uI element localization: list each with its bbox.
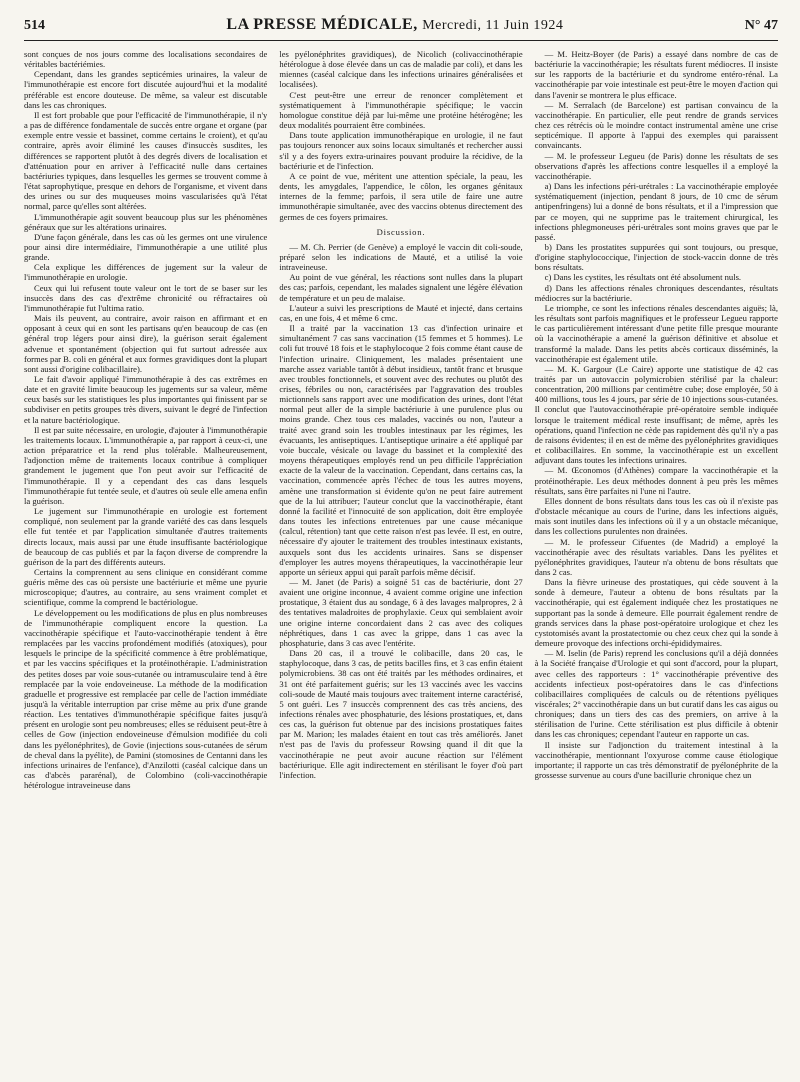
paragraph: Le triomphe, ce sont les infections rénales descendantes aiguës; là, les résultats sont parfois magnifiques et le professeur Legueu rapporte le cas particulièrement intéressant d'une petite fille presque mourante où la vaccinothérapie a amené la guérison définitive et absolue et transformé la malade. Dans les petits abcès corticaux disséminés, la vaccinothérapie est également utile. — [534, 302, 778, 364]
paragraph: Il a traité par la vaccination 13 cas d'infection urinaire et simultanément 7 cas sans vaccination (15 femmes et 5 hommes). Le coli fut trouvé 18 fois et le staphylocoque 2 fois comme étant cause de l'infection urinaire. Cliniquement, les malades présentaient une marche assez variable tantôt à début insidieux, tantôt franc et brusque avec troubles fonctionnels, et souvent avec des rechutes ou plutôt des crises, fébriles ou non, caractérisées par l'aggravation des troubles mictionnels sans rapport avec une modification des urines, dont l'état normal peut aller de la simple bactériurie à une purulence plus ou moins grande. Chez tous ces malades, vaccinés ou non, l'auteur a traité avec grand soin les troubles intestinaux par les régimes, les évacuants, les antiseptiques. L'antiseptique urinaire a été appliqué par voie buccale, vésicale ou lavage du bassinet et la complexité des moyens thérapeutiques employés rend un peu difficile l'appréciation exacte de la valeur de la vaccination. Cependant, dans certains cas, la vaccination, commencée après l'échec de tous les autres moyens, amène une transformation si évidente qu'on ne peut faire autrement que de la lui attribuer; l'auteur conclut que la vaccinothérapie, étant donné la facilité et l'innocuité de son application, doit être employée dans toutes les infections entretenues par une cause mécanique (calcul, rétention) tant que cette raison n'est pas levée. Il est, en outre, nécessaire d'y ajouter le traitement des troubles intestinaux existants, auxquels sont dus les accidents urinaires. Sans se dispenser d'employer les autres moyens thérapeutiques, la vaccinothérapie leur apporte un sérieux appui qui paraît parfois même décisif. — [279, 323, 523, 577]
paragraph: Dans 20 cas, il a trouvé le colibacille, dans 20 cas, le staphylocoque, dans 3 cas, de petits bacilles fins, et 3 cas enfin étaient polymicrobiens. 38 cas ont été traités par les méthodes ordinaires, et 31 ont été parfaitement guéris; sur les 13 vaccinés avec les vaccins coli-soude de Mauté mais toujours avec traitement interne caractérisé, 5 ont guéri. Les 7 insuccès comprennent des cas très anciens, des infections rénales avec phosphaturie, des lésions prostatiques, et, dans ces cas, la guérison fut obtenue par des incisions prostatiques faites par M. Marion; les malades étaient en tout cas très améliorés. Janet n'est pas de l'avis du professeur Rowsing quand il dit que la vaccinothérapie ne peut avoir aucune réaction sur l'élément bactériurique. Elle agit indirectement en stérilisant le foyer d'où part l'infection. — [279, 648, 523, 780]
paragraph: les pyélonéphrites gravidiques), de Nicolich (colivaccinothérapie hétérologue à dose élevée dans un cas de maladie par coli), et dans les miennes (caséal calcique dans les infections urinaires généralisées et localisées). — [279, 49, 523, 90]
paragraph: d) Dans les affections rénales chroniques descendantes, résultats médiocres sur la bactériurie. — [534, 282, 778, 303]
paragraph: Il est par suite nécessaire, en urologie, d'ajouter à l'immunothérapie les traitements locaux. L'immunothérapie a, par rapport à ceux-ci, une action préparatrice et la rend plus tolérable. Malheureusement, l'adjonction même de traitements locaux contribue à compliquer grandement le jugement que l'on peut avoir sur l'efficacité de l'immunothérapie. Il y a cependant des cas dans lesquels l'immunothérapie fut tentée seule, et d'autres où seule elle amena enfin la guérison. — [24, 424, 268, 506]
column-right — [535, 49, 778, 1079]
paragraph: — M. Janet (de Paris) a soigné 51 cas de bactériurie, dont 27 avaient une origine inconnue, 4 avaient comme origine une infection prostatique, 3 étaient dus au sondage, 6 à des lavages malpropres, 2 à des tentatives maladroites de prophylaxie. Ceux qui semblaient avoir une origine interne concordaient dans 2 cas avec des coliques néphrétiques, dans 1 cas avec la grippe, dans 1 cas avec la phosphaturie, dans 3 cas avec l'entérite. — [279, 576, 523, 648]
column-middle — [279, 49, 522, 1079]
paragraph: — M. Ch. Perrier (de Genève) a employé le vaccin dit coli-soude, préparé selon les indications de Mauté, et a utilisé la voie intraveineuse. — [279, 241, 523, 273]
paragraph: Il est fort probable que pour l'efficacité de l'immunothérapie, il n'y a pas de différence fondamentale de succès entre organe et organe (par exemple entre vessie et bassinet, comme certains le croient), et qu'au contraire, après avoir éliminé les causes d'insuccès susdites, les différences se rapportent plutôt à des degrés divers de localisation et d'atténuation pour en arriver à l'efficacité nulle dans certaines bactériuries typiques, dans lesquelles les germes se trouvent comme à l'état saprophytique, presque en dehors de l'organisme, et vivent dans des urines ou sur des muqueuses moins vascularisées qu'à l'état normal, parce qu'elles sont altérées. — [24, 109, 268, 212]
text-columns — [24, 49, 778, 1079]
paragraph: L'immunothérapie agit souvent beaucoup plus sur les phénomènes généraux que sur les altérations urinaires. — [24, 211, 268, 232]
paragraph: — M. Œconomos (d'Athènes) compare la vaccinothérapie et la protéinothérapie. Les deux méthodes donnent à peu près les mêmes résultats, sans être parfaites ni l'une ni l'autre. — [534, 465, 778, 496]
paragraph: c) Dans les cystites, les résultats ont été absolument nuls. — [544, 272, 742, 283]
paragraph: Le jugement sur l'immunothérapie en urologie est fortement compliqué, non seulement par la grande variété des cas dans lesquels elle fut tentée et par l'application simultanée d'autres traitements directs locaux, mais aussi par une étude insuffisante bactériologique de beaucoup de cas publiés et par la façon diverse de comprendre la guérison de la part des différents auteurs. — [24, 506, 268, 567]
paragraph: A ce point de vue, méritent une attention spéciale, la peau, les dents, les amygdales, l'appendice, le côlon, les organes génitaux internes de la femme; parfois, il sera utile de faire une autre immunothérapie simultanée, avec des vaccins obtenus directement des germes de ces foyers primaires. — [279, 170, 523, 222]
paragraph: Certains la comprennent au sens clinique en considérant comme guéris même des cas où persiste une bactériurie et même une pyurie microscopique; d'autres, au contraire, au sens vraiment complet et scientifique, comme la comprend le bactériologue. — [24, 566, 268, 608]
paragraph: Dans la fièvre urineuse des prostatiques, qui cède souvent à la sonde à demeure, l'auteur a obtenu de bons résultats par la vaccinothérapie, qui est également indiquée chez les prostatiques ne supportant pas la sonde à demeure. Elle pourrait également rendre de grands services dans la phase post-opératoire urologique et chez les cystotomisés avant la prostatectomie ou chez ceux chez qui la sonde à demeure provoque des infections orchi-épididymaires. — [534, 577, 778, 649]
page-header — [24, 16, 778, 41]
issue-date: Mercredi, 11 Juin 1924 — [422, 18, 564, 33]
paragraph: — M. le professeur Legueu (de Paris) donne les résultats de ses observations d'après les affections contre lesquelles il a employé la vaccinothérapie. — [534, 150, 778, 181]
paragraph: Ceux qui lui refusent toute valeur ont le tort de se baser sur les insuccès dans des cas d'extrême chronicité ou réfractaires où l'immunothérapie fut l'ultima ratio. — [24, 282, 268, 313]
paragraph: Dans toute application immunothérapique en urologie, il ne faut pas toujours renoncer aux soins locaux simultanés et rechercher aussi s'il y a des foyers extra-urinaires pouvant produire la récidive, de la bactériurie et de l'infection. — [279, 130, 523, 171]
paragraph: — M. K. Gargour (Le Caire) apporte une statistique de 42 cas traités par un autovaccin polymicrobien stérilisé par la chaleur: concentration, 200 millions par centimètre cube; dose employée, 50 à 400 millions, tous les 4 jours, par série de 10 injections sous-cutanées. Il conclut que l'autovaccinothérapie pré-opératoire semble indiquée lorsque le traitement médical reste insuffisant; de même, après les opérations, quand l'infection ne cède pas rapidement dès qu'il n'y a pas de raisons évidentes; il en est de même des pyélonéphrites gravidiques et colibacillaires. En somme, la vaccinothérapie est un excellent adjuvant dans toutes les infections urinaires. — [534, 363, 778, 466]
paragraph: D'une façon générale, dans les cas où les germes ont une virulence pour ainsi dire intermédiaire, l'immunothérapie a une utilité plus grande. — [24, 231, 268, 263]
paragraph: — M. Serralach (de Barcelone) est partisan convaincu de la vaccinothérapie. En particulier, elle peut rendre de grands services chez ces rétrécis où le moindre contact instrumental amène une crise septicémique. Il apporte à l'appui des exemples qui paraissent convaincants. — [534, 99, 778, 151]
journal-title-line — [226, 16, 563, 34]
paragraph: b) Dans les prostatites suppurées qui sont toujours, ou presque, d'origine staphylococcique, l'injection de stock-vaccin donne de très bons résultats. — [534, 241, 778, 273]
paragraph: Elles donnent de bons résultats dans tous les cas où il n'existe pas d'obstacle mécanique au cours de l'urine, dans les infections aiguës, mais sont inutiles dans les infections où il y a un obstacle mécanique, dans les collections purulentes non drainées. — [534, 495, 778, 537]
column-left — [24, 49, 267, 1079]
paragraph: Le fait d'avoir appliqué l'immunothérapie à des cas extrêmes en date et en gravité limite beaucoup les jugements sur sa valeur, même ceux basés sur les statistiques les plus importantes qui finissent par se subdiviser en petits groupes très divers, suivant le degré de l'infection et la nature bactériologique. — [24, 374, 268, 425]
paragraph: Cependant, dans les grandes septicémies urinaires, la valeur de l'immunothérapie est encore fort discutée aujourd'hui et la modalité préférable est encore douteuse. De même, sa valeur est discutable dans les cas chroniques. — [24, 69, 268, 110]
paragraph: Il insiste sur l'adjonction du traitement intestinal à la vaccinothérapie, mentionnant l'oxyurose comme cause étiologique importante; il rapporte un cas très démonstratif de pyélonéphrite de la grossesse survenue au cours d'une bacillurie chronique chez un — [534, 739, 778, 781]
paragraph: — M. Iselin (de Paris) reprend les conclusions qu'il a déjà données à la Société française d'Urologie et qui sont d'accord, pour la plupart, avec celles des rapporteurs : 1° vaccinothérapie préventive des accidents infectieux post-opératoires dans le cas d'infections colibacillaires compliquées de calculs ou de rétentions pyéliques viscérales; 2° vaccinothérapie dans un but curatif dans les cas aigus ou chroniques; dans un tiers des cas des premiers, on arrive à la stérilisation de l'urine. Cette stérilisation est plus difficile à obtenir dans les cas chroniques; cependant l'auteur en rapporte un cas. — [534, 648, 778, 740]
paragraph: sont conçues de nos jours comme des localisations secondaires de véritables bactériémies. — [24, 49, 268, 70]
journal-title: LA PRESSE MÉDICALE, — [226, 16, 418, 33]
paragraph: a) Dans les infections péri-urétrales : La vaccinothérapie employée systématiquement (injection, pendant 8 jours, de 10 cmc de sérum antipenfringens) lui a donné de bons résultats, et il a l'impression que par ce moyen, qui ne supprime pas le traitement chirurgical, les infections phlegmoneuses péri-urétrales sont moins graves que par le passé. — [534, 181, 778, 242]
paragraph: — M. Heitz-Boyer (de Paris) a essayé dans nombre de cas de bactériurie la vaccinothérapie; les résultats furent médiocres. Il insiste sur les rapports de la bactériurie et du syndrome entéro-rénal. La vaccinothérapie par voie intestinale est peut-être le moyen d'action qui dans l'avenir se montrera le plus efficace. — [534, 49, 778, 100]
paragraph: Au point de vue général, les réactions sont nulles dans la plupart des cas; parfois, cependant, les malades signalent une légère élévation de température et un peu de malaise. — [279, 272, 523, 303]
issue-number: N° 47 — [744, 18, 778, 33]
paragraph: — M. le professeur Cifuentes (de Madrid) a employé la vaccinothérapie avec des résultats variables. Dans les pyélites et pyélonéphrites gravidiques, l'auteur n'a obtenu de bons résultats que dans 2 cas. — [534, 536, 778, 577]
page-number: 514 — [24, 18, 45, 33]
paragraph: Mais ils peuvent, au contraire, avoir raison en affirmant et en opposant à ceux qui en sont les partisans qu'en beaucoup de cas (en général trop légers pour ainsi dire), la guérison serait également advenue et spontanément (objection qui fut surtout adressée aux formes par B. coli en général et aux formes gravidiques dont la plupart sont aussi d'origine colibacillaire). — [24, 313, 268, 374]
section-heading-discussion: Discussion. — [376, 226, 426, 237]
paragraph: Cela explique les différences de jugement sur la valeur de l'immunothérapie en urologie. — [24, 262, 268, 283]
paragraph: C'est peut-être une erreur de renoncer complètement et systématiquement à l'immunothérapie spécifique; le vaccin homologue constitue déjà par lui-même une protéine hétérogène; les deux modalités pourraient être combinées. — [279, 89, 523, 131]
paragraph: L'auteur a suivi les prescriptions de Mauté et injecté, dans certains cas, en une fois, 4 et même 6 cmc. — [279, 302, 523, 323]
paragraph: Le développement ou les modifications de plus en plus nombreuses de l'immunothérapie compliquent encore la question. La vaccinothérapie spécifique et l'auto-vaccinothérapie tendent à être remplacées par les vaccins profondément modifiés (atoxiques), pour lesquels le principe de la spécificité commence à être problématique, et par les vaccins spécifiques et la protéinothérapie. L'administration des petites doses par voie sous-cutanée ou intramusculaire tend à être remplacée par la voie endoveineuse. La méthode de la modification graduelle et progressive est remplacée par celle de l'action immédiate jusqu'à la véritable interruption par crise même au prix d'une grande réaction. Les tentatives d'immunothérapie spécifique faites jusqu'à présent en urologie sont peu nombreuses; elles se réduisent peut-être à celles de Gow (injection endoveineuse d'émulsion modifiée du coli dans les pyélonéphrites), de Govie (injections sous-cutanées de sérum de cheval dans la pyélite), de Pamini (stomosines de Centanni dans les infections urinaires de l'enfance), d'Anzilotti (caséal calcique dans un cas d'abcès pararénal), de Colombino (coli-vaccinothérapie hétérologue intraveineuse dans — [24, 607, 268, 791]
